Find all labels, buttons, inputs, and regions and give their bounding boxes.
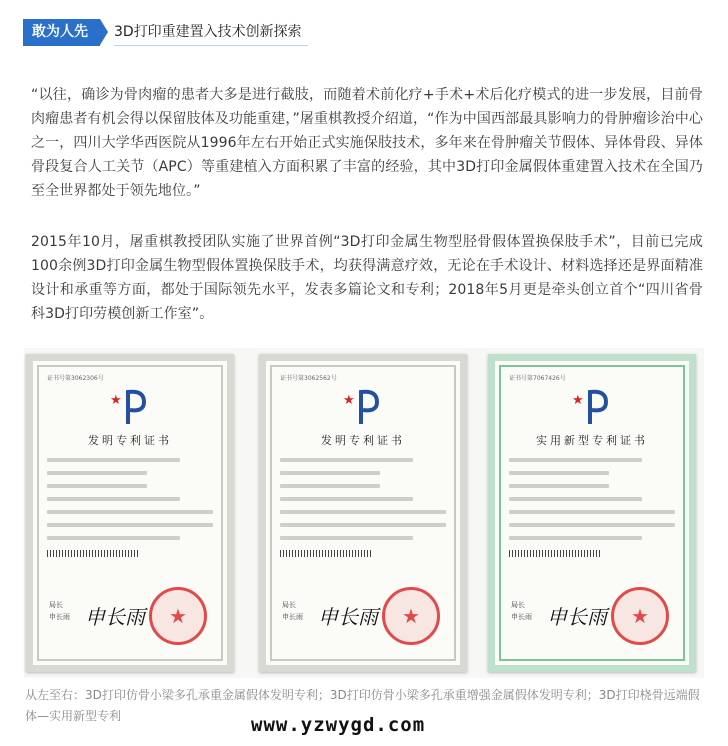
certificate-number: 证书号第3062306号	[47, 375, 104, 382]
section-title: 3D打印重建置入技术创新探索	[114, 19, 308, 46]
section-header	[23, 19, 308, 46]
patent-certificates-photo	[24, 348, 704, 678]
signer-label: 局长 申长雨	[511, 601, 532, 621]
signature: 申长雨	[318, 605, 378, 629]
barcode	[509, 550, 600, 557]
patent-certificate-2	[259, 354, 467, 672]
patent-certificate-1	[26, 354, 234, 672]
certificate-title: 发明专利证书	[321, 434, 405, 447]
article-paragraph-2: 2015年10月，屠重棋教授团队实施了世界首例“3D打印金属生物型胫骨假体置换保肢手术”，目前已完成100余例3D打印金属生物型假体置换保肢手术，均获得满意疗效，无论在手术设计、材料选择还是界面精准设计和承重等方面，都处于国际领先水平，发表多篇论文和专利；2018年5月更是牵头创立首个“四川省骨科3D打印劳模创新工作室”。	[31, 234, 703, 322]
official-seal	[611, 587, 669, 645]
signature: 申长雨	[547, 605, 607, 629]
certificate-number: 证书号第3062562号	[280, 375, 337, 382]
image-caption: 从左至右：3D打印仿骨小梁多孔承重金属假体发明专利；3D打印仿骨小梁多孔承重增强金属假体发明专利；3D打印桡骨远端假体—实用新型专利	[25, 688, 700, 723]
patent-office-emblem-icon: ★	[570, 386, 614, 430]
certificate-number: 证书号第7067426号	[509, 375, 566, 382]
patent-office-emblem-icon: ★	[341, 386, 385, 430]
signer-label: 局长 申长雨	[49, 601, 70, 621]
certificate-title: 发明专利证书	[88, 434, 172, 447]
signer-label: 局长 申长雨	[282, 601, 303, 621]
signature: 申长雨	[85, 605, 145, 629]
barcode	[280, 550, 371, 557]
barcode	[47, 550, 138, 557]
article-paragraph-1: “以往，确诊为骨肉瘤的患者大多是进行截肢，而随着术前化疗+手术+术后化疗模式的进一步发展，目前骨肉瘤患者有机会得以保留肢体及功能重建，”屠重棋教授介绍道，“作为中国西部最具影响力的骨肿瘤诊治中心之一，四川大学华西医院从1996年左右开始正式实施保肢技术，多年来在骨肿瘤关节假体、异体骨段、异体骨段复合人工关节（APC）等重建植入方面积累了丰富的经验，其中3D打印金属假体重建置入技术在全国乃至全世界都处于领先地位。”	[31, 87, 703, 199]
certificate-title: 实用新型专利证书	[536, 434, 648, 447]
official-seal	[149, 587, 207, 645]
section-badge: 敢为人先	[23, 19, 100, 46]
official-seal	[382, 587, 440, 645]
patent-certificate-3	[488, 354, 696, 672]
patent-office-emblem-icon: ★	[108, 386, 152, 430]
site-watermark: www.yzwygd.com	[251, 714, 426, 736]
